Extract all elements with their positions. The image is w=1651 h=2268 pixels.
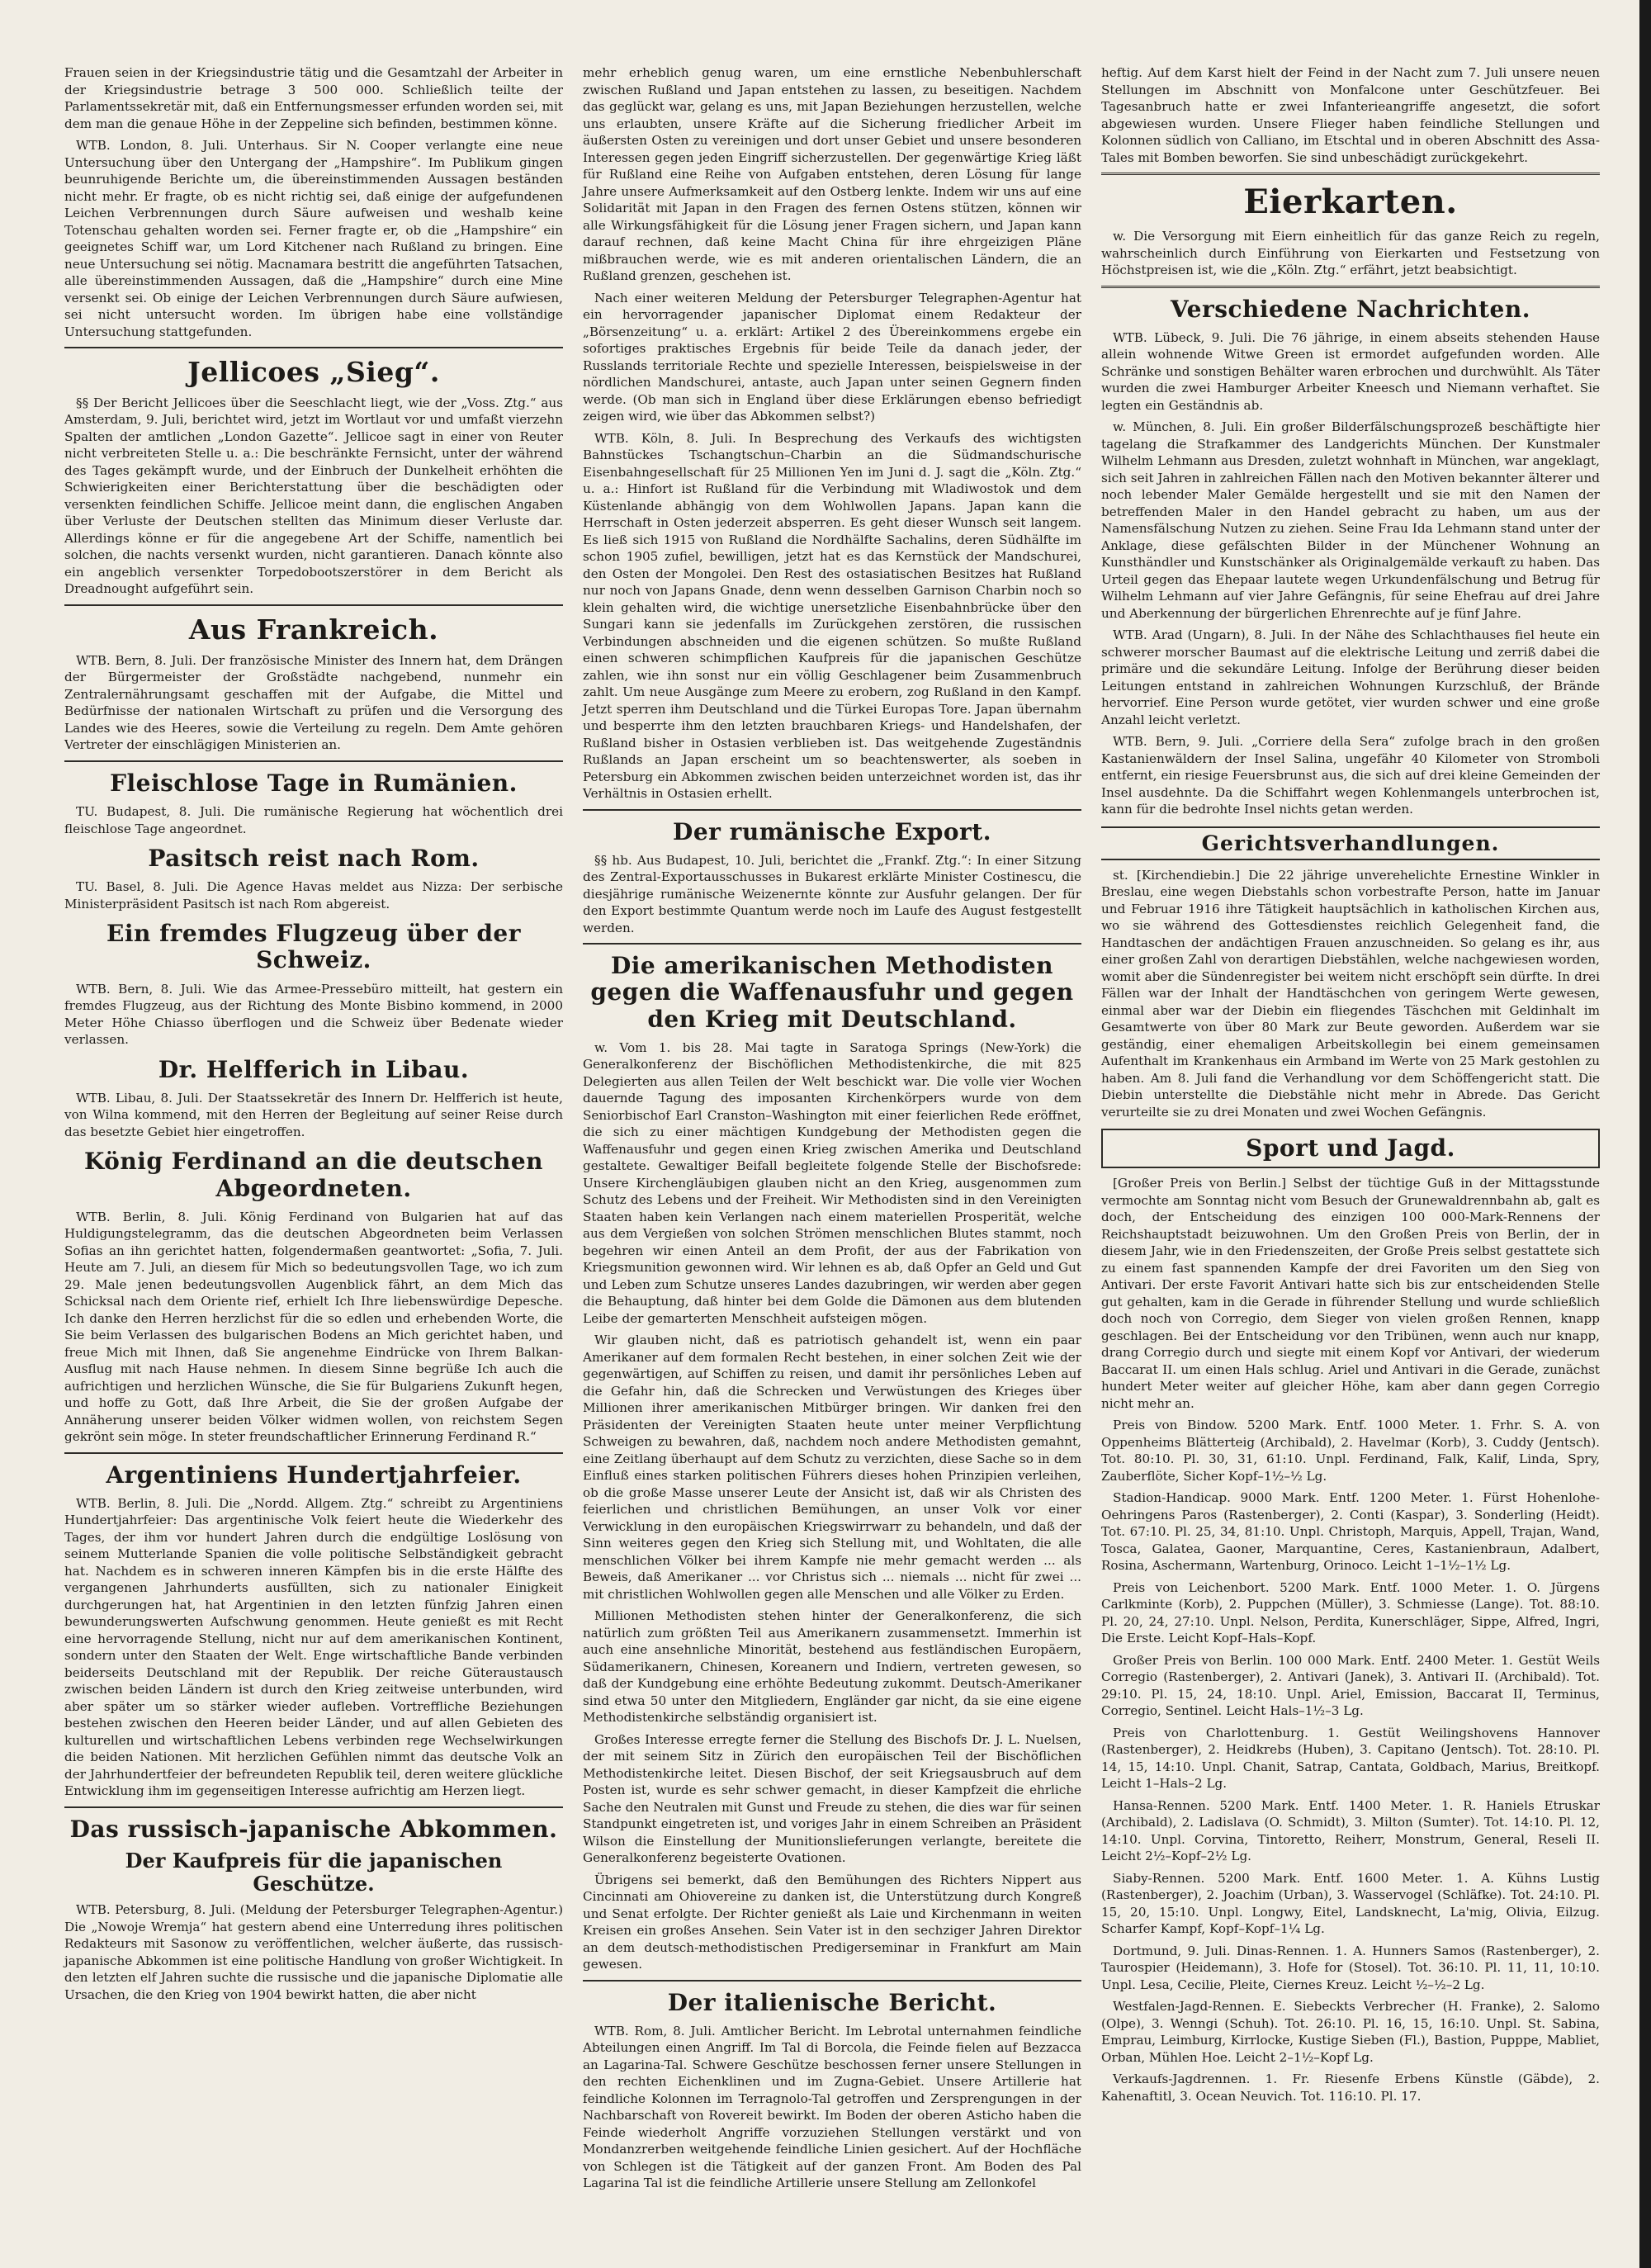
headline-verschiedene: Verschiedene Nachrichten. xyxy=(1171,295,1530,323)
headline-ferdinand: König Ferdinand an die deutschen Abgeordneten. xyxy=(83,1148,544,1202)
race-result: Dortmund, 9. Juli. Dinas-Rennen. 1. A. Hunners Samos (Rastenberger), 2. Taurospier (Heidemann), 3. Hofe for (Stosel). Tot. 36:10. Pl. 11, 11, 10:10. Unpl. Lesa, Cecilie, Pleite, Ciernes Kreuz. Leicht ½–½–2 Lg. xyxy=(1101,1943,1600,1992)
race-result: Verkaufs-Jagdrennen. 1. Fr. Riesenfe Erbens Künstle (Gäbde), 2. Kahenaftitl, 3. Ocean Neuvich. Tot. 116:10. Pl. 17. xyxy=(1101,2072,1600,2104)
article-text: Millionen Methodisten stehen hinter der Generalkonferenz, die sich natürlich zum größten Teil aus Amerikanern zusammensetzt. Immerhin ist auch eine ansehnliche Minorität, bestehend aus festländischen Europäern, Südamerikanern, Chinesen, Koreanern und Indiern, vertreten gewesen, so daß der Kundgebung eine erhöhte Bedeutung zukommt. Deutsch-Amerikaner sind etwa 50 unter den Mitgliedern, Engländer gar nicht, da sie eine eigene Methodistenkirche selbständig organisiert ist. xyxy=(583,1608,1081,1726)
article-text: w. Die Versorgung mit Eiern einheitlich für das ganze Reich zu regeln, wahrscheinlich durch Einführung von Eierkarten und Festsetzung von Höchstpreisen ist, wie die „Köln. Ztg.“ erfährt, jetzt beabsichtigt. xyxy=(1101,229,1600,277)
article-text: Übrigens sei bemerkt, daß den Bemühungen des Richters Nippert aus Cincinnati am Ohiovereine zu danken ist, die Unterstützung durch Kongreß und Senat erfolgte. Der Richter genießt als Laie und Kirchenmann in weiten Kreisen ein großes Ansehen. Sein Vater ist in den sechziger Jahren Direktor an dem deutsch-methodistischen Predigerseminar in Frankfurt am Main gewesen. xyxy=(583,1872,1081,1972)
article-text: Großes Interesse erregte ferner die Stellung des Bischofs Dr. J. L. Nuelsen, der mit seinem Sitz in Zürich den europäischen Teil der Bischöflichen Methodistenkirche leitet. Diesen Bischof, der seit Kriegsausbruch auf dem Posten ist, wurde es sehr schwer gemacht, in dieser Kampfzeit die ehrliche Sache den Neutralen mit Gunst und Freude zu stehen, die dies war für seinen Standpunkt eingetreten ist, und voriges Jahr in einem Schreiben an Präsident Wilson die Einstellung der Munitionslieferungen verlangte, bereitete die Generalkonferenz begeisterte Ovationen. xyxy=(583,1731,1081,1866)
article-text: Nach einer weiteren Meldung der Petersburger Telegraphen-Agentur hat ein hervorragender japanischer Diplomat einem Redakteur der „Börsenzeitung“ u. a. erklärt: Artikel 2 des Übereinkommens ergebe ein sofortiges praktisches Ergebnis für beide Teile da danach jeder, der Russlands territoriale Rechte und spezielle Interessen, beispielsweise in der nördlichen Mandschurei, antaste, auch Japan unter seinen Gegnern finden werde. (Ob man sich in England über diese Erklärungen ebenso befriedigt zeigen wird, wie über das Abkommen selbst?) xyxy=(583,290,1081,424)
divider xyxy=(64,347,563,348)
article-text: WTB. Petersburg, 8. Juli. (Meldung der Petersburger Telegraphen-Agentur.) Die „Nowoje Wremja“ hat gestern abend eine Unterredung ihres politischen Redakteurs mit Sasonow zu veröffentlichen, welcher äußerte, das russisch-japanische Abkommen ist eine politische Handlung von großer Wichtigkeit. In den letzten elf Jahren suchte die russische und die japanische Diplomatie alle Ursachen, die den Krieg von 1904 bewirkt hatten, die aber nicht xyxy=(64,1902,563,2002)
divider xyxy=(64,760,563,762)
article-text: WTB. Berlin, 8. Juli. König Ferdinand von Bulgarien hat auf das Huldigungstelegramm, das die deutschen Abgeordneten beim Verlassen Sofias an ihn gerichtet hatten, folgendermaßen geantwortet: „Sofia, 7. Juli. Heute am 7. Juli, an diesem für Mich so bedeutungsvollen Tage, wo ich zum 29. Male jenen bedeutungsvollen Augenblick fährt, an dem Mich das Schicksal nach dem Oriente rief, erhielt Ich Ihre liebenswürdige Depesche. Ich danke den Herren herzlichst für die so edlen und erhebenden Worte, die Sie beim Verlassen des bulgarischen Bodens an Mich gerichtet haben, und freue Mich mit Ihnen, daß Sie angenehme Eindrücke von Ihrem Balkan-Ausflug mit nach Hause nehmen. In diesem Sinne begrüße Ich auch die aufrichtigen und herzlichen Wünsche, die Sie für Bulgariens Zukunft hegen, und hoffe zu Gott, daß Ihre Arbeit, die Sie der großen Aufgabe der Annäherung unserer beiden Völker widmen wollen, von reichstem Segen gekrönt sein möge. In steter freundschaftlicher Erinnerung Ferdinand R.“ xyxy=(64,1209,563,1445)
article-text: WTB. Bern, 9. Juli. „Corriere della Sera“ zufolge brach in den großen Kastanienwäldern der Insel Salina, ungefähr 40 Kilometer von Stromboli entfernt, ein riesige Feuersbrunst aus, die sich auf drei kleine Gemeinden der Insel ausdehnte. Da die Schiffahrt wegen Kohlenmangels unterbrochen ist, kann für die bedrohte Insel nichts getan werden. xyxy=(1101,734,1600,817)
headline-argentinien: Argentiniens Hundertjahrfeier. xyxy=(106,1461,522,1489)
article-text: Frauen seien in der Kriegsindustrie tätig und die Gesamtzahl der Arbeiter in der Kriegsindustrie betrage 3 500 000. Schließlich teilte der Parlamentssekretär mit, daß ein Entfernungsmesser erfunden worden sei, mit dem man die genaue Höhe in der Zeppeline sich befinden, bestimmen könne. xyxy=(64,65,563,131)
article-text: WTB. Bern, 8. Juli. Wie das Armee-Pressebüro mitteilt, hat gestern ein fremdes Flugzeug, aus der Richtung des Monte Bisbino kommend, in 2000 Meter Höhe Chiasso überflogen und die Schweiz über Bedenate wieder verlassen. xyxy=(64,981,563,1048)
divider xyxy=(64,604,563,606)
article-text: §§ Der Bericht Jellicoes über die Seeschlacht liegt, wie der „Voss. Ztg.“ aus Amsterdam, 9. Juli, berichtet wird, jetzt im Wortlaut vor und umfaßt vierzehn Spalten der amtlichen „London Gazette“. Jellicoe sagt in einer von Reuter nicht verbreiteten Stelle u. a.: Die beschränkte Fernsicht, unter der während des Tages gekämpft wurde, und der Einbruch der Dunkelheit erhöhten die Schwierigkeiten einer Berichterstattung über die beschädigten oder versenkten feindlichen Schiffe. Jellicoe meint dann, die englischen Angaben über Verluste der Deutschen stellten das Minimum dieser Verluste dar. Allerdings könne er für die angegebene Art der Schiffe, namentlich bei solchen, die nachts versenkt wurden, nicht garantieren. Danach könnte also ein angeblich versenkter Torpedobootszerstörer in dem Bericht als Dreadnought aufgeführt sein. xyxy=(64,395,563,597)
article-text: w. München, 8. Juli. Ein großer Bilderfälschungsprozeß beschäftigte hier tagelang die Strafkammer des Landgerichts München. Der Kunstmaler Wilhelm Lehmann aus Dresden, zuletzt wohnhaft in München, war angeklagt, sich seit Jahren in zahlreichen Fällen nach den Motiven bekannter älterer und noch lebender Maler Gemälde hergestellt und sie mit den Namen der betreffenden Maler in den Handel gebracht zu haben, um aus der Namensfälschung Nutzen zu ziehen. Seine Frau Ida Lehmann stand unter der Anklage, diese gefälschten Bilder in der Münchener Wohnung an Kunsthändler und Kunstschänker als Originalgemälde verkauft zu haben. Das Urteil gegen das Ehepaar lautete wegen Urkundenfälschung und Betrug für Wilhelm Lehmann auf vier Jahre Gefängnis, für seine Ehefrau auf drei Jahre und Aberkennung der bürgerlichen Ehrenrechte auf je fünf Jahre. xyxy=(1101,419,1600,621)
section-banner-gericht: Gerichtsverhandlungen. xyxy=(1101,826,1600,860)
article-text: w. Vom 1. bis 28. Mai tagte in Saratoga Springs (New-York) die Generalkonferenz der Bischöflichen Methodistenkirche, die mit 825 Delegierten aus allen Teilen der Welt beschickt war. Die volle vier Wochen dauernde Tagung des imposanten Kirchenkörpers wurde von dem Seniorbischof Earl Cranston–Washington mit einer feierlichen Rede eröffnet, die sich zu einer mächtigen Kundgebung der Methodisten gegen die Waffenausfuhr und gegen einen Krieg zwischen Amerika und Deutschland gestaltete. Gewaltiger Beifall begleitete folgende Stelle der Bischofsrede: Unsere Kirchengläubigen glauben nicht an den Krieg, ausgenommen zum Schutz des Lebens und der Freiheit. Wir Methodisten sind in den Vereinigten Staaten haben kein Verlangen nach einem materiellen Prosperität, welche aus dem Vergießen von solchen Strömen menschlichen Blutes stammt, noch begehren wir einen Anteil an dem Profit, der aus der Fabrikation von Kriegsmunition gewonnen wird. Wir lehnen es ab, daß Opfer an Geld und Gut und Leben zum Schutze unseres Landes dazubringen, wir werden aber gegen die Behauptung, daß hinter bei dem Golde die Dämonen aus dem blutenden Leibe der gemarterten Menschheit aufsteigen mögen. xyxy=(583,1039,1081,1326)
race-result: Westfalen-Jagd-Rennen. E. Siebeckts Verbrecher (H. Franke), 2. Salomo (Olpe), 3. Wenngi (Schuh). Tot. 26:10. Pl. 16, 15, 16:10. Unpl. St. Sabina, Emprau, Leimburg, Kirrlocke, Kustige Sieben (Fl.), Bastion, Pupppe, Mabliet, Orban, Mühlen Hoe. Leicht 2–1½–Kopf Lg. xyxy=(1101,1999,1600,2065)
article-text: WTB. Lübeck, 9. Juli. Die 76 jährige, in einem abseits stehenden Hause allein wohnende Witwe Green ist ermordet aufgefunden worden. Alle Schränke und sonstigen Behälter waren erbrochen und durchwühlt. Als Täter wurden die zwei Hamburger Arbeiter Kneesch und Niemann verhaftet. Sie legten ein Geständnis ab. xyxy=(1101,329,1600,413)
article-text: st. [Kirchendiebin.] Die 22 jährige unverehelichte Ernestine Winkler in Breslau, eine wegen Diebstahls schon vorbestrafte Person, hatte im Januar und Februar 1916 ihre Tätigkeit hauptsächlich in katholischen Kirchen aus, wo sie während des Gottesdienstes reichlich Gelegenheit fand, die Handtaschen der andächtigen Frauen anzuschneiden. So gelang es ihr, aus einer großen Zahl von derartigen Diebstählen, welche nachgewiesen worden, womit aber die Sündenregister bei weitem nicht erschöpft sein dürfte. In drei Fällen war der Inhalt der Handtäschchen von geringem Werte gewesen, einmal aber war der Diebin ein fliegendes Täschchen mit Geldinhalt im Gesamtwerte von über 80 Mark zur Beute geworden. Außerdem war sie geständig, einer ehemaligen Arbeitskollegin bei einem gemeinsamen Aufenthalt im Krankenhaus ein Armband im Werte von 25 Mark gestohlen zu haben. Am 8. Juli fand die Verhandlung vor dem Schöffengericht statt. Die Diebin unterstellte die Diebstähle nicht mehr in Abrede. Das Gericht verurteilte sie zu drei Monaten und zwei Wochen Gefängnis. xyxy=(1101,867,1600,1120)
headline-russisch-japanisch: Das russisch-japanische Abkommen. xyxy=(69,1815,558,1843)
article-text: §§ hb. Aus Budapest, 10. Juli, berichtet die „Frankf. Ztg.“: In einer Sitzung des Zentral-Exportausschusses in Bukarest erklärte Minister Costinescu, die diesjährige rumänische Weizenernte könnte zur Ausfuhr gelangen. Der für den Export bestimmte Quantum werde noch im Laufe des August festgestellt werden. xyxy=(583,852,1081,935)
article-text: WTB. Rom, 8. Juli. Amtlicher Bericht. Im Lebrotal unternahmen feindliche Abteilungen einen Angriff. Im Tal di Borcola, die Feinde fielen auf Bezzacca an Lagarina-Tal. Schwere Geschütze beschossen ferner unsere Stellungen in den rechten Eichenklinen und im Zugna-Gebiet. Unsere Artillerie hat feindliche Kolonnen im Terragnolo-Tal getroffen und Zersprengungen in der Nachbarschaft von Rovereit bewirkt. Im Boden der oberen Asticho haben die Feinde wiederholt Angriffe vorzuziehen Stellungen verstärkt und von Mondanzrerben weitgehende feindliche Linien gesichert. Auf der Hochfläche von Schlegen ist die Tätigkeit auf der ganzen Front. Am Boden des Pal Lagarina Tal ist die feindliche Artillerie unsere Stellung am Zellonkofel xyxy=(583,2023,1081,2191)
headline-helfferich: Dr. Helfferich in Libau. xyxy=(158,1055,470,1083)
divider xyxy=(1101,286,1600,288)
headline-jellicoe: Jellicoes „Sieg“. xyxy=(187,356,440,388)
article-text: TU. Basel, 8. Juli. Die Agence Havas meldet aus Nizza: Der serbische Ministerpräsident Pasitsch ist nach Rom abgereist. xyxy=(64,879,563,911)
race-result: Stadion-Handicap. 9000 Mark. Entf. 1200 Meter. 1. Fürst Hohenlohe-Oehringens Paros (Rastenberger), 2. Conti (Kaspar), 3. Sonderling (Heidt). Tot. 67:10. Pl. 25, 34, 81:10. Unpl. Christoph, Marquis, Appell, Trajan, Wand, Tosca, Galatea, Gaoner, Marquantine, Ceres, Kastanienbraun, Adalbert, Rosina, Aschermann, Wartenburg, Orinoco. Leicht 1–1½–1½ Lg. xyxy=(1101,1490,1600,1574)
section-box-sport xyxy=(1101,1129,1600,1168)
article-text: Wir glauben nicht, daß es patriotisch gehandelt ist, wenn ein paar Amerikaner auf dem formalen Recht bestehen, in einer solchen Zeit wie der gegenwärtigen, auf Schiffen zu reisen, und damit ihr persönliches Leben auf die Gefahr hin, daß die Schrecken und Verwüstungen des Krieges über Millionen ihrer amerikanischen Mitbürger bringen. Wir danken frei den Präsidenten der Vereinigten Staaten heute unter meiner Verpflichtung Schweigen zu bewahren, daß, nachdem noch andere Methodisten gemahnt, eine Zeitlang überhaupt auf dem Schutz zu verzichten, diese Sache so in dem Einfluß eines starken politischen Führers dieses hohen Prinzipien verleihen, ob die große Masse unserer Leute der Ansicht ist, daß wir als Christen des feierlichen und christlichen Bemühungen, an unser Volk vor einer Verwicklung in den europäischen Kriegswirrwarr zu behandeln, und daß der Sinn weiteres gegen den Krieg sich Stellung mit, und Wohltaten, die alle menschlichen Völker bei ihrem Kampfe nie mehr gemacht werden ... als Beweis, daß Amerikaner ... vor Christus sich ... niemals ... nicht für zwei ... mit christlichen Wohlwollen gegen alle Menschen und alle Völker zu Erden. xyxy=(583,1333,1081,1602)
race-result: Preis von Charlottenburg. 1. Gestüt Weilingshovens Hannover (Rastenberger), 2. Heidkrebs (Huben), 3. Capitano (Jentsch). Tot. 28:10. Pl. 14, 15, 14:10. Unpl. Chanit, Satrap, Cantata, Goldbach, Marius, Breitkopf. Leicht 1–Hals–2 Lg. xyxy=(1101,1725,1600,1792)
subheadline-kaufpreis: Der Kaufpreis für die japanischen Geschütze. xyxy=(125,1849,503,1896)
article-text: WTB. London, 8. Juli. Unterhaus. Sir N. Cooper verlangte eine neue Untersuchung über den Untergang der „Hampshire“. Im Publikum gingen beunruhigende Berichte um, die übereinstimmenden Aussagen beständen nicht mehr. Er fragte, ob es nicht richtig sei, daß einige der aufgefundenen Leichen Verbrennungen durch Säure aufweisen und weshalb keine Totenschau gehalten worden sei. Ferner fragte er, ob die „Hampshire“ ein geeignetes Schiff war, um Lord Kitchener nach Rußland zu bringen. Eine neue Untersuchung sei nötig. Macnamara bestritt die angeführten Tatsachen, alle übereinstimmenden Aussagen, daß die „Hampshire“ durch eine Mine versenkt sei. Ob einige der Leichen Verbrennungen durch Säure aufwiesen, sei nicht untersucht worden. Im übrigen habe eine vollständige Untersuchung stattgefunden. xyxy=(64,138,563,339)
race-result: Preis von Bindow. 5200 Mark. Entf. 1000 Meter. 1. Frhr. S. A. von Oppenheims Blätterteig (Archibald), 2. Havelmar (Korb), 3. Cuddy (Jentsch). Tot. 80:10. Pl. 30, 31, 61:10. Unpl. Ferdinand, Falk, Kalif, Linda, Spry, Zauberflöte, Sicher Kopf–1½–½ Lg. xyxy=(1101,1418,1600,1484)
column-1 xyxy=(63,64,563,2235)
divider xyxy=(1101,173,1600,175)
race-result: Hansa-Rennen. 5200 Mark. Entf. 1400 Meter. 1. R. Haniels Etruskar (Archibald), 2. Ladislava (O. Schmidt), 3. Milton (Sumter). Tot. 14:10. Pl. 12, 14:10. Unpl. Corvina, Tintoretto, Reiherr, Monstrum, General, Reseli II. Leicht 2½–Kopf–2½ Lg. xyxy=(1101,1797,1600,1864)
divider xyxy=(583,1980,1081,1982)
headline-export: Der rumänische Export. xyxy=(673,817,991,845)
article-text: WTB. Berlin, 8. Juli. Die „Nordd. Allgem. Ztg.“ schreibt zu Argentiniens Hundertjahrfeier: Das argentinische Volk feiert heute die Wiederkehr des Tages, der ihm vor hundert Jahren durch die endgültige Loslösung von seinem Mutterlande Spanien die volle politische Selbständigkeit gebracht hat. Nachdem es in schweren inneren Kämpfen bis in die erste Hälfte des vergangenen Jahrhunderts ausfüllten, sich zu nationaler Einigkeit durchgerungen hat, hat Argentinien in den letzten fünfzig Jahren einen bewunderungswerten Aufschwung genommen. Heute genießt es mit Recht eine hervorragende Stellung, nicht nur auf dem amerikanischen Kontinent, sondern unter den Staaten der Welt. Enge wirtschaftliche Bande verbinden beiderseits Deutschland mit der Republik. Der reiche Güteraustausch zwischen beiden Ländern ist durch den Krieg zeitweise unterbunden, wird aber später um so stärker wieder aufleben. Vortreffliche Beziehungen bestehen zwischen den Heeren beider Länder, und auf allen Gebieten des kulturellen und wirtschaftlichen Lebens verbinden rege Wechselwirkungen die beiden Nationen. Mit herzlichen Gefühlen nimmt das deutsche Volk an der Jahrhundertfeier der befreundeten Republik teil, deren weitere glückliche Entwicklung ihm im gegenseitigen Interesse aufrichtig am Herzen liegt. xyxy=(64,1495,563,1799)
column-3 xyxy=(1100,64,1600,2235)
article-text: heftig. Auf dem Karst hielt der Feind in der Nacht zum 7. Juli unsere neuen Stellungen im Abschnitt von Monfalcone unter Geschützfeuer. Bei Tagesanbruch hatte er zwei Infanterieangriffe angesetzt, die sofort abgewiesen wurden. Unsere Flieger haben feindliche Stellungen und Kolonnen südlich von Calliano, im Etschtal und in oberen Abschnitt des Assa-Tales mit Bomben beworfen. Sie sind unbeschädigt zurückgekehrt. xyxy=(1101,65,1600,165)
headline-fleischlose-tage: Fleischlose Tage in Rumänien. xyxy=(110,769,518,797)
race-result: Siaby-Rennen. 5200 Mark. Entf. 1600 Meter. 1. A. Kühns Lustig (Rastenberger), 2. Joachim (Urban), 3. Wasservogel (Schläfke). Tot. 24:10. Pl. 15, 20, 15:10. Unpl. Longwy, Eitel, Landsknecht, La'mig, Olivia, Eilzug. Scharfer Kampf, Kopf–Kopf–1¼ Lg. xyxy=(1101,1870,1600,1937)
race-result: Großer Preis von Berlin. 100 000 Mark. Entf. 2400 Meter. 1. Gestüt Weils Corregio (Rastenberger), 2. Antivari (Janek), 3. Antivari II. (Archibald). Tot. 29:10. Pl. 15, 24, 18:10. Unpl. Ariel, Emission, Baccarat II, Terminus, Corregio, Sentinel. Leicht Hals–1½–3 Lg. xyxy=(1101,1652,1600,1719)
column-2 xyxy=(581,64,1081,2235)
race-result: Preis von Leichenbort. 5200 Mark. Entf. 1000 Meter. 1. O. Jürgens Carlkminte (Korb), 2. Puppchen (Müller), 3. Schmiesse (Lange). Tot. 88:10. Pl. 20, 24, 27:10. Unpl. Nelson, Perdita, Kunerschläger, Sippe, Alfred, Ingri, Die Erste. Leicht Kopf–Hals–Kopf. xyxy=(1101,1579,1600,1646)
column-layout xyxy=(63,64,1600,2235)
article-text: [Großer Preis von Berlin.] Selbst der tüchtige Guß in der Mittagsstunde vermochte am Sonntag nicht vom Besuch der Grunewaldrennbahn ab, galt es doch, der Entscheidung des einzigen 100 000-Mark-Rennens der Reichshauptstadt beizuwohnen. Um den Großen Preis von Berlin, der in diesem Jahr, wie in den Friedenszeiten, der Große Preis selbst gestattete sich zu einem fast spannenden Kampfe der drei Favoriten um den Sieg von Antivari. Der erste Favorit Antivari hatte sich bis zur entscheidenden Stelle gut gehalten, kam in die Gerade in führender Stellung und wurde schließlich doch noch von Corregio, dem Sieger von vielen großen Rennen, knapp geschlagen. Bei der Entscheidung vor den Tribünen, wenn auch nur knapp, drang Corregio durch und siegte mit einem Kopf vor Antivari, der wiederum Baccarat II. um einen Hals schlug. Ariel und Antivari in die Gerade, zunächst hundert Meter weiter auf gleicher Höhe, kam aber dann gegen Corregio nicht mehr an. xyxy=(1101,1176,1600,1411)
article-text: WTB. Bern, 8. Juli. Der französische Minister des Innern hat, dem Drängen der Bürgermeister der Großstädte nachgebend, nunmehr ein Zentralernährungsamt geschaffen mit der Aufgabe, die Mittel und Bedürfnisse der nationalen Wirtschaft zu prüfen und die Versorgung des Landes wie des Heeres, sowie die Verteilung zu regeln. Dem Amte gehören Vertreter der einschlägigen Ministerien an. xyxy=(64,652,563,753)
divider xyxy=(583,809,1081,811)
article-text: WTB. Arad (Ungarn), 8. Juli. In der Nähe des Schlachthauses fiel heute ein schwerer morscher Baumast auf die elektrische Leitung und zerriß dabei die primäre und die sekundäre Leitung. Infolge der Berührung dieser beiden Leitungen entstand in zahlreichen Wohnungen Kurzschluß, der Brände hervorrief. Eine Person wurde getötet, vier wurden schwer und eine große Anzahl leicht verletzt. xyxy=(1101,627,1600,727)
headline-sport: Sport und Jagd. xyxy=(1246,1134,1455,1162)
page-edge-shadow xyxy=(1639,0,1651,2268)
headline-eierkarten: Eierkarten. xyxy=(1243,182,1458,221)
headline-methodisten: Die amerikanischen Methodisten gegen die Waffenausfuhr und gegen den Krieg mit Deutschland. xyxy=(590,952,1074,1033)
headline-italienisch: Der italienische Bericht. xyxy=(667,1988,997,2016)
divider xyxy=(64,1806,563,1808)
divider xyxy=(64,1452,563,1454)
article-text: mehr erheblich genug waren, um eine ernstliche Nebenbuhlerschaft zwischen Rußland und Japan entstehen zu lassen, zu beseitigen. Nachdem das geglückt war, gelang es uns, mit Japan Beziehungen herzustellen, welche uns erlaubten, unsere Kräfte auf die Sicherung friedlicher Arbeit im äußersten Osten zu vereinigen und dort unser Gebiet und unsere besonderen Interessen gegen jeden Eingriff sicherzustellen. Der gegenwärtige Krieg läßt für Rußland eine Reihe von Aufgaben entstehen, deren Lösung für lange Jahre unsere Aufmerksamkeit auf den Ostberg lenkte. Indem wir uns auf eine Solidarität mit Japan in den Fragen des fernen Ostens stützen, können wir alle Wirkungsfähigkeit für die Lösung jener Fragen sichern, und Japan kann darauf rechnen, daß keine Macht China für ihre ehrgeizigen Pläne mißbrauchen werde, wie es mit anderen orientalischen Ländern, die an Rußland grenzen, geschehen ist. xyxy=(583,65,1081,283)
headline-pasitsch: Pasitsch reist nach Rom. xyxy=(148,845,480,873)
article-text: TU. Budapest, 8. Juli. Die rumänische Regierung hat wöchentlich drei fleischlose Tage angeordnet. xyxy=(64,804,563,836)
headline-flugzeug: Ein fremdes Flugzeug über der Schweiz. xyxy=(106,920,521,974)
article-text: WTB. Köln, 8. Juli. In Besprechung des Verkaufs des wichtigsten Bahnstückes Tschangtschun–Charbin an die Südmandschurische Eisenbahngesellschaft für 25 Millionen Yen im Juni d. J. sagt die „Köln. Ztg.“ u. a.: Hinfort ist Rußland für die Verbindung mit Wladiwostok und dem Küstenlande abhängig von dem Wohlwollen Japans. Japan kann die Herrschaft in Osten jederzeit absperren. Es geht dieser Wunsch seit langem. Es ließ sich 1915 von Rußland die Nordhälfte Sachalins, deren Südhälfte im schon 1905 zufiel, bewilligen, jetzt hat es das Kernstück der Mandschurei, den Osten der Mongolei. Den Rest des ostasiatischen Besitzes hat Rußland nur noch von Japans Gnade, denn wenn desselben Garnison Charbin noch so klein gehalten wird, die wichtige unersetzliche Eisenbahnbrücke über den Sungari kann sie jedenfalls im Zurückgehen zerstören, die russischen Verbindungen abschneiden und die eigenen schützen. So mußte Rußland einen schweren schimpflichen Kaufpreis für die japanischen Geschütze zahlen, wie ihn sonst nur ein völlig Geschlagener beim Zusammenbruch zahlt. Um neue Ausgänge zum Meere zu erobern, zog Rußland in den Kampf. Jetzt sperren ihm Deutschland und die Türkei Europas Tore. Japan übernahm und besperrte ihm den letzten brauchbaren Kriegs- und Handelshafen, der Rußland bisher in Ostasien verblieben ist. Das weitgehende Zugeständnis Rußlands an Japan erscheint um so beachtenswerter, als soeben in Petersburg ein Abkommen zwischen beiden unterzeichnet worden ist, das ihr Verhältnis in Ostasien erhellt. xyxy=(583,430,1081,801)
headline-frankreich: Aus Frankreich. xyxy=(188,613,439,646)
article-text: WTB. Libau, 8. Juli. Der Staatssekretär des Innern Dr. Helfferich ist heute, von Wilna kommend, mit den Herren der Begleitung auf seiner Reise durch das besetzte Gebiet hier eingetroffen. xyxy=(64,1090,563,1139)
divider xyxy=(583,943,1081,945)
